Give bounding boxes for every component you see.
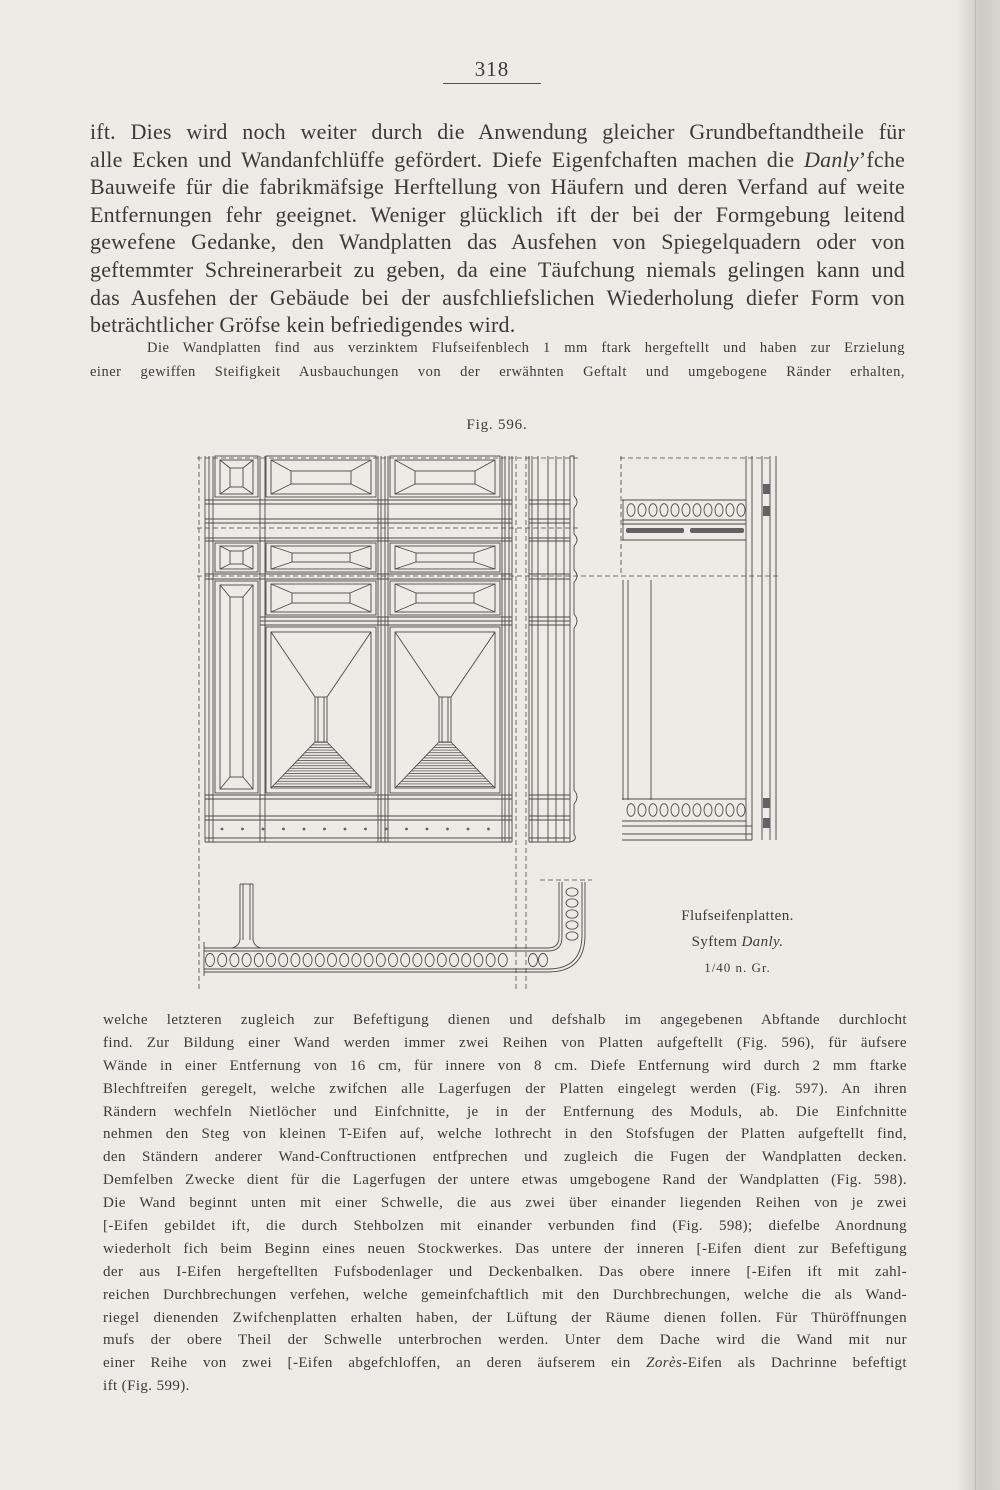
italic-name: Danly. — [741, 934, 784, 950]
perforation-hole — [242, 954, 251, 967]
intro-paragraph — [90, 118, 905, 339]
text-line — [90, 146, 905, 174]
raised-panel — [215, 581, 258, 793]
raised-panel — [390, 456, 500, 497]
text-line: einer gewiffen Steifigkeit Ausbauchungen von der erwähnten Geftalt und umgebogene Ränder erhalten, — [90, 364, 905, 380]
wall-elevation — [205, 456, 577, 842]
perforation-hole — [340, 954, 349, 967]
text-line: mufs der obere Theil der Schwelle unterbrochen werden. Unter dem Dache wird die Wand mit nur — [103, 1332, 907, 1349]
text-line: beträchtlicher Gröfse kein befriedigendes wird. — [90, 312, 516, 338]
perforation-hole — [671, 504, 679, 517]
rivet-hole — [282, 828, 285, 831]
italic-name: Danly — [804, 146, 859, 172]
perforation-hole — [529, 954, 538, 967]
perforation-hole — [693, 504, 701, 517]
perforation-hole — [566, 921, 578, 929]
perforation-hole — [267, 954, 276, 967]
text-run: Syftem — [691, 934, 742, 950]
rivet-hole — [446, 828, 449, 831]
text-line: reichen Durchbrechungen verfehen, welche gemeinfchaftlich mit den Durchbrechungen, welche die als Wand- — [103, 1286, 907, 1303]
perforation-hole — [726, 504, 734, 517]
page-gutter-line — [975, 0, 976, 1490]
perforation-hole — [693, 804, 701, 817]
italic-name: Zorès — [646, 1355, 683, 1372]
raised-panel — [266, 456, 376, 497]
bolt-head — [763, 798, 770, 808]
rivet-hole — [323, 828, 326, 831]
text-line: der aus I-Eifen hergeftellten Fufsbodenlager und Deckenbalken. Das obere innere [-Eifen ift mit zahl- — [103, 1263, 907, 1280]
text-run: ’fche — [858, 146, 905, 172]
perforation-hole — [566, 932, 578, 940]
text-run: alle Ecken und Wandanfchlüffe gefördert. Diefe Eigenfchaften machen die — [90, 146, 805, 172]
raised-panel — [266, 627, 376, 793]
caption-title: Flufseifenplatten. — [681, 908, 794, 924]
perforation-hole — [401, 954, 410, 967]
perforation-hole — [352, 954, 361, 967]
figure-label: Fig. 596. — [466, 417, 528, 433]
perforation-hole — [328, 954, 337, 967]
perforation-hole — [474, 954, 483, 967]
text-line: find. Zur Bildung einer Wand werden immer zwei Reihen von Platten aufgeftellt (Fig. 596), für äufsere — [103, 1034, 907, 1051]
perforation-hole — [627, 504, 635, 517]
perforation-hole — [498, 954, 507, 967]
perforation-hole — [425, 954, 434, 967]
bolt-head — [763, 818, 770, 828]
perforation-hole — [303, 954, 312, 967]
wall-plan — [204, 882, 585, 976]
perforation-hole — [737, 804, 745, 817]
rivet-hole — [385, 828, 388, 831]
perforation-hole — [437, 954, 446, 967]
text-line: geftemmter Schreinerarbeit zu geben, da eine Täufchung niemals gelingen kann und — [90, 256, 905, 282]
perforation-hole — [715, 504, 723, 517]
text-line: [-Eifen gebildet ift, die durch Stehbolzen mit einander verbunden find (Fig. 598); diefelbe Anordnung — [103, 1218, 907, 1235]
perforation-hole — [254, 954, 263, 967]
page-curl-shadow — [956, 0, 1000, 1490]
text-line — [103, 1352, 907, 1375]
perforation-hole — [389, 954, 398, 967]
perforation-hole — [566, 899, 578, 907]
text-line: Bauweife für die fabrikmäfsige Herftellung von Häufern und deren Verfand auf weite — [90, 174, 905, 200]
perforation-hole — [376, 954, 385, 967]
perforation-hole — [462, 954, 471, 967]
raised-panel — [390, 543, 500, 572]
body-paragraph — [103, 1009, 907, 1398]
rivet-hole — [303, 828, 306, 831]
perforation-hole — [627, 804, 635, 817]
perforation-hole — [682, 804, 690, 817]
caption-scale: 1/40 n. Gr. — [704, 960, 771, 975]
small-print-paragraph — [90, 336, 905, 384]
text-line: Die Wand beginnt unten mit einer Schwelle, die aus zwei über einander liegenden Reihen von je zwei — [103, 1195, 907, 1212]
raised-panel — [215, 456, 258, 497]
raised-panel — [266, 581, 376, 615]
rivet-hole — [221, 828, 224, 831]
text-line: das Ausfehen der Gebäude bei der ausfchliefslichen Wiederholung diefer Form von — [90, 284, 905, 310]
raised-panel — [390, 581, 500, 615]
perforation-hole — [682, 504, 690, 517]
text-line: Rändern wechfeln Nietlöcher und Einfchnitte, je in der Entfernung des Moduls, ab. Die Einfchnitte — [103, 1103, 907, 1120]
perforation-hole — [566, 888, 578, 896]
text-run: -Eifen als Dachrinne befeftigt — [682, 1355, 907, 1372]
perforation-hole — [230, 954, 239, 967]
perforation-hole — [279, 954, 288, 967]
perforation-hole — [364, 954, 373, 967]
bolt-head — [763, 484, 770, 494]
text-run: einer Reihe von zwei [-Eifen abgefchloffen, an deren äufserem ein — [103, 1355, 647, 1372]
rivet-hole — [426, 828, 429, 831]
text-line: den Ständern anderer Wand-Conftructionen entfprechen und zugleich die Fugen der Wandplatten decken. — [103, 1149, 907, 1166]
perforation-hole — [638, 804, 646, 817]
text-line: wiederholt fich beim Beginn eines neuen Stockwerkes. Das untere der inneren [-Eifen dient zur Befeftigung — [103, 1240, 907, 1257]
text-line: gewefene Gedanke, den Wandplatten das Ausfehen von Spiegelquadern oder von — [90, 229, 905, 255]
text-line: ift. Dies wird noch weiter durch die Anwendung gleicher Grundbeftandtheile für — [90, 119, 905, 144]
perforation-hole — [704, 504, 712, 517]
rivet-hole — [241, 828, 244, 831]
raised-panel — [266, 543, 376, 572]
perforation-hole — [566, 910, 578, 918]
text-line: Entfernungen fehr geeignet. Weniger glücklich ift der bei der Formgebung leitend — [90, 201, 905, 227]
text-line: Demfelben Zwecke dient für die Lagerfugen der untere etwas umgebogene Rand der Wandplatten (Fig. 598). — [103, 1172, 907, 1189]
perforation-hole — [737, 504, 745, 517]
perforation-hole — [660, 804, 668, 817]
text-line: Die Wandplatten find aus verzinktem Flufseifenblech 1 mm ftark hergeftellt und haben zur Erzielung — [147, 340, 905, 356]
perforation-hole — [450, 954, 459, 967]
perforation-hole — [315, 954, 324, 967]
page-number: 318 — [443, 56, 541, 84]
bolt-head — [763, 506, 770, 516]
raised-panel — [390, 627, 500, 793]
rivet-hole — [467, 828, 470, 831]
rivet-hole — [262, 828, 265, 831]
rivet-hole — [364, 828, 367, 831]
perforation-hole — [726, 804, 734, 817]
perforation-hole — [413, 954, 422, 967]
perforation-hole — [671, 804, 679, 817]
figure-caption — [660, 903, 815, 981]
text-line: riegel dienenden Zwifchenplatten erhalten haben, der Lüftung der Räume dienen follen. Für Thüröffnungen — [103, 1309, 907, 1326]
perforation-hole — [715, 804, 723, 817]
text-line: Wände in einer Entfernung von 16 cm, für innere von 8 cm. Diefe Entfernung wird durch 2 mm ftarke — [103, 1057, 907, 1074]
rivet-hole — [405, 828, 408, 831]
perforation-hole — [218, 954, 227, 967]
perforation-hole — [660, 504, 668, 517]
perforation-hole — [206, 954, 215, 967]
perforation-hole — [291, 954, 300, 967]
text-line: welche letzteren zugleich zur Befeftigung dienen und defshalb im angegebenen Abftande durchlocht — [103, 1012, 907, 1028]
perforation-hole — [486, 954, 495, 967]
perforation-hole — [649, 504, 657, 517]
raised-panel — [215, 543, 258, 572]
perforation-hole — [704, 804, 712, 817]
text-line: ift (Fig. 599). — [103, 1378, 190, 1395]
text-line: nehmen den Steg von kleinen T-Eifen auf, welche lothrecht in den Stofsfugen der Platten aufgeftellt find, — [103, 1126, 907, 1143]
rivet-hole — [487, 828, 490, 831]
perforation-hole — [638, 504, 646, 517]
rivet-hole — [344, 828, 347, 831]
text-line: Blechftreifen geregelt, welche zwifchen alle Lagerfugen der Platten eingelegt werden (Fig. 597). An ihren — [103, 1080, 907, 1097]
caption-system — [660, 929, 815, 955]
perforation-hole — [539, 954, 548, 967]
perforation-hole — [649, 804, 657, 817]
wall-section — [622, 456, 776, 840]
